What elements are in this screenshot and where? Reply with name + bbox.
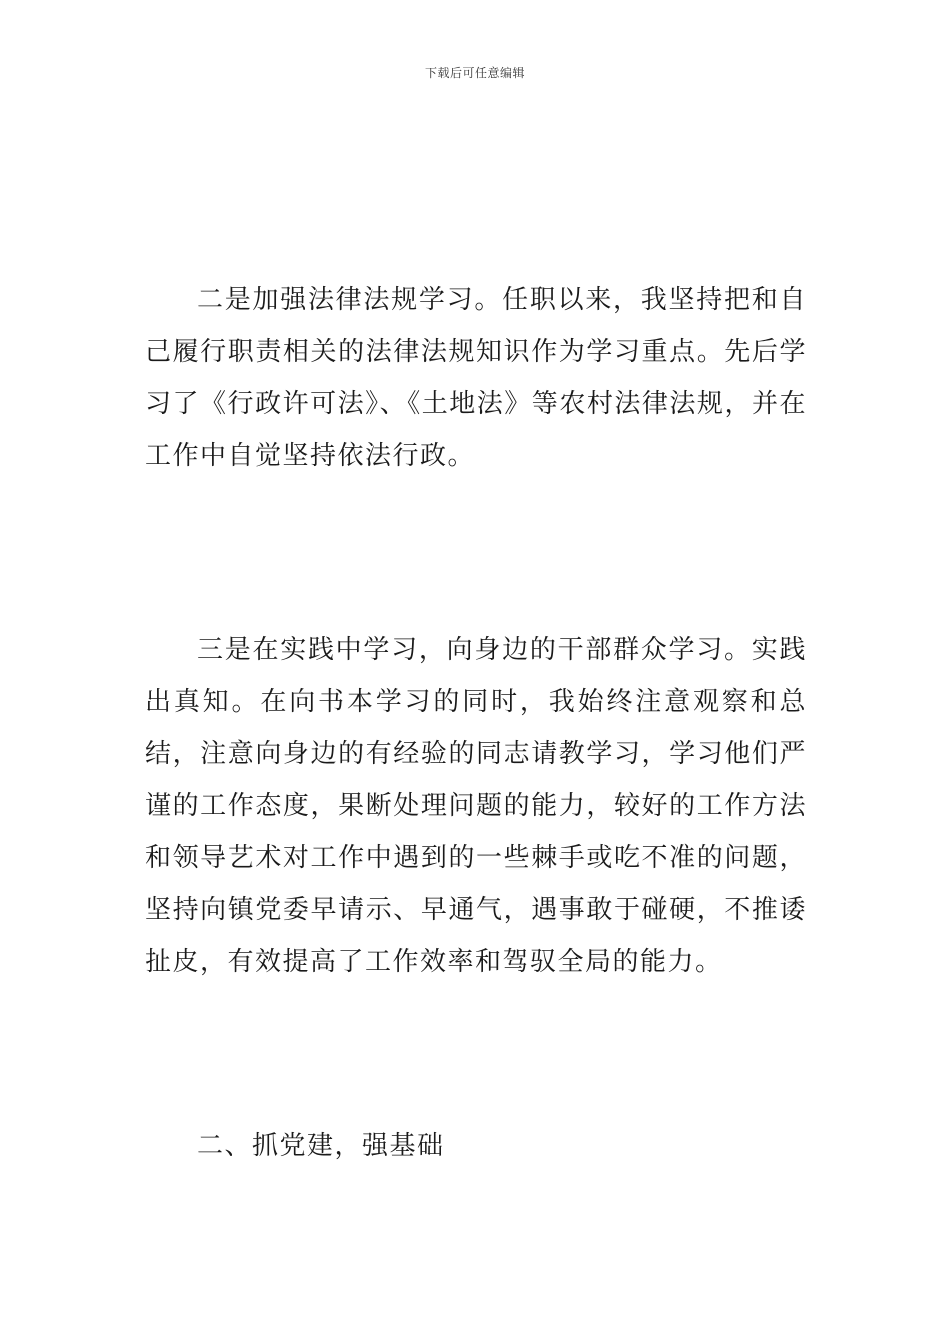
section-heading: 二、抓党建，强基础 (197, 1131, 445, 1161)
paragraph-legal-study: 二是加强法律法规学习。任职以来，我坚持把和自己履行职责相关的法律法规知识作为学习重点。先后学习了《行政许可法》、《土地法》等农村法律法规，并在工作中自觉坚持依法行政。 (145, 285, 807, 471)
paragraph-practice-study: 三是在实践中学习，向身边的干部群众学习。实践出真知。在向书本学习的同时，我始终注意观察和总结，注意向身边的有经验的同志请教学习，学习他们严谨的工作态度，果断处理问题的能力，较好的工作方法和领导艺术对工作中遇到的一些棘手或吃不准的问题，坚持向镇党委早请示、早通气，遇事敢于碰硬，不推诿扯皮，有效提高了工作效率和驾驭全局的能力。 (145, 635, 807, 977)
page-header: 下载后可任意编辑 (424, 66, 525, 80)
